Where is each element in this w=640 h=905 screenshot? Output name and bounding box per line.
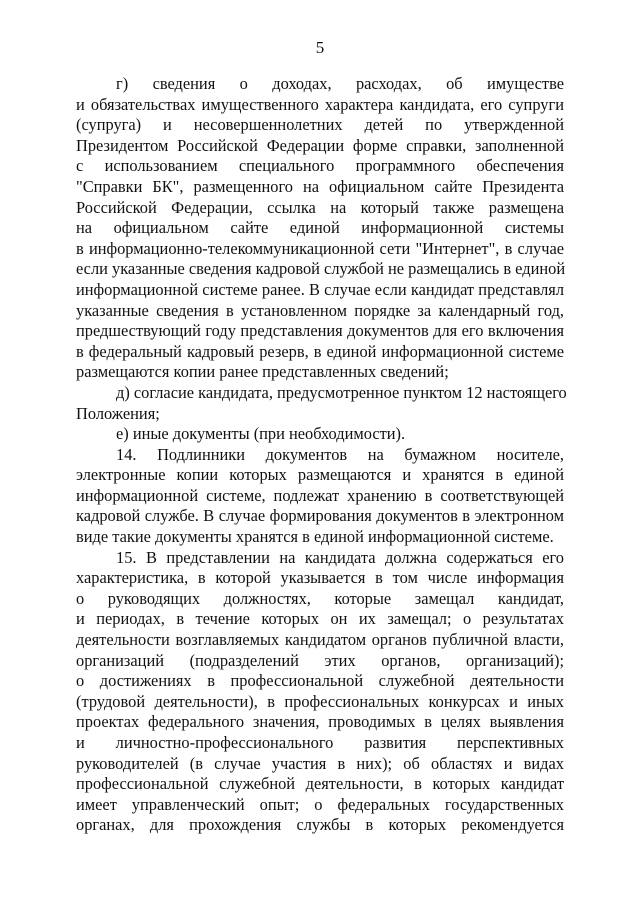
text-line: и обязательствах имущественного характера кандидата, его супруги [76, 94, 564, 114]
text-line: организаций (подразделений этих органов, организаций); [76, 650, 564, 670]
text-line: если указанные сведения кадровой службой не размещались в единой [76, 259, 566, 279]
text-line: о достижениях в профессиональной служебной деятельности [76, 671, 564, 691]
text-line: о руководящих должностях, которые замещал кандидат, [76, 588, 564, 608]
paragraph-clause-15 [76, 548, 564, 836]
text-line: 15. В представлении на кандидата должна содержаться его [116, 547, 564, 567]
text-line: с использованием специального программного обеспечения [76, 156, 564, 176]
text-line: г) сведения о доходах, расходах, об имуществе [116, 74, 564, 93]
text-line: в федеральный кадровый резерв, в единой информационной системе [76, 341, 564, 361]
document-body [76, 74, 567, 836]
text-line: в информационно-телекоммуникационной сети "Интернет", в случае [76, 238, 564, 258]
text-line: и личностно-профессионального развития перспективных [76, 733, 564, 752]
text-line: указанные сведения в установленном порядке за календарный год, [76, 300, 564, 320]
text-line: информационной системе, подлежат хранению в соответствующей [76, 485, 564, 505]
text-line: профессиональной служебной деятельности, в которых кандидат [76, 774, 564, 794]
text-line: размещаются копии ранее представленных сведений; [76, 362, 449, 382]
text-line: руководителей (в случае участия в них); об областях и видах [76, 753, 564, 773]
text-line: информационной системе ранее. В случае если кандидат представлял [76, 279, 564, 299]
text-line: 14. Подлинники документов на бумажном носителе, [116, 444, 564, 464]
text-line: на официальном сайте единой информационной системы [76, 218, 564, 238]
text-line: Российской Федерации, ссылка на который также размещена [76, 197, 564, 217]
text-line: виде такие документы хранятся в единой информационной системе. [76, 527, 554, 547]
text-line: (трудовой деятельности), в профессиональных конкурсах и иных [76, 691, 564, 711]
text-line: д) согласие кандидата, предусмотренное пунктом 12 настоящего [116, 382, 567, 402]
paragraph-item-d [76, 382, 567, 424]
text-line: проектах федерального значения, проводимых в целях выявления [76, 712, 564, 732]
text-line: е) иные документы (при необходимости). [116, 424, 406, 444]
text-line: предшествующий году представления документов для его включения [76, 321, 564, 341]
text-line: органах, для прохождения службы в которых рекомендуется [76, 815, 564, 835]
text-line: характеристика, в которой указывается в том числе информация [76, 568, 564, 588]
text-line: "Справки БК", размещенного на официальном сайте Президента [76, 176, 564, 196]
text-line: имеет управленческий опыт; о федеральных государственных [76, 794, 564, 814]
text-line: и периодах, в течение которых он их замещал; о результатах [76, 609, 564, 629]
paragraph-item-e [76, 424, 564, 445]
text-line: деятельности возглавляемых кандидатом органов публичной власти, [76, 630, 564, 650]
text-line: кадровой службе. В случае формирования документов в электронном [76, 506, 564, 526]
paragraph-item-g [76, 74, 564, 383]
paragraph-clause-14 [76, 445, 564, 548]
text-line: (супруга) и несовершеннолетних детей по утвержденной [76, 115, 564, 135]
page-number: 5 [315, 38, 325, 57]
text-line: Положения; [76, 403, 160, 423]
text-line: Президентом Российской Федерации форме справки, заполненной [76, 135, 564, 155]
text-line: электронные копии которых размещаются и хранятся в единой [76, 465, 564, 485]
